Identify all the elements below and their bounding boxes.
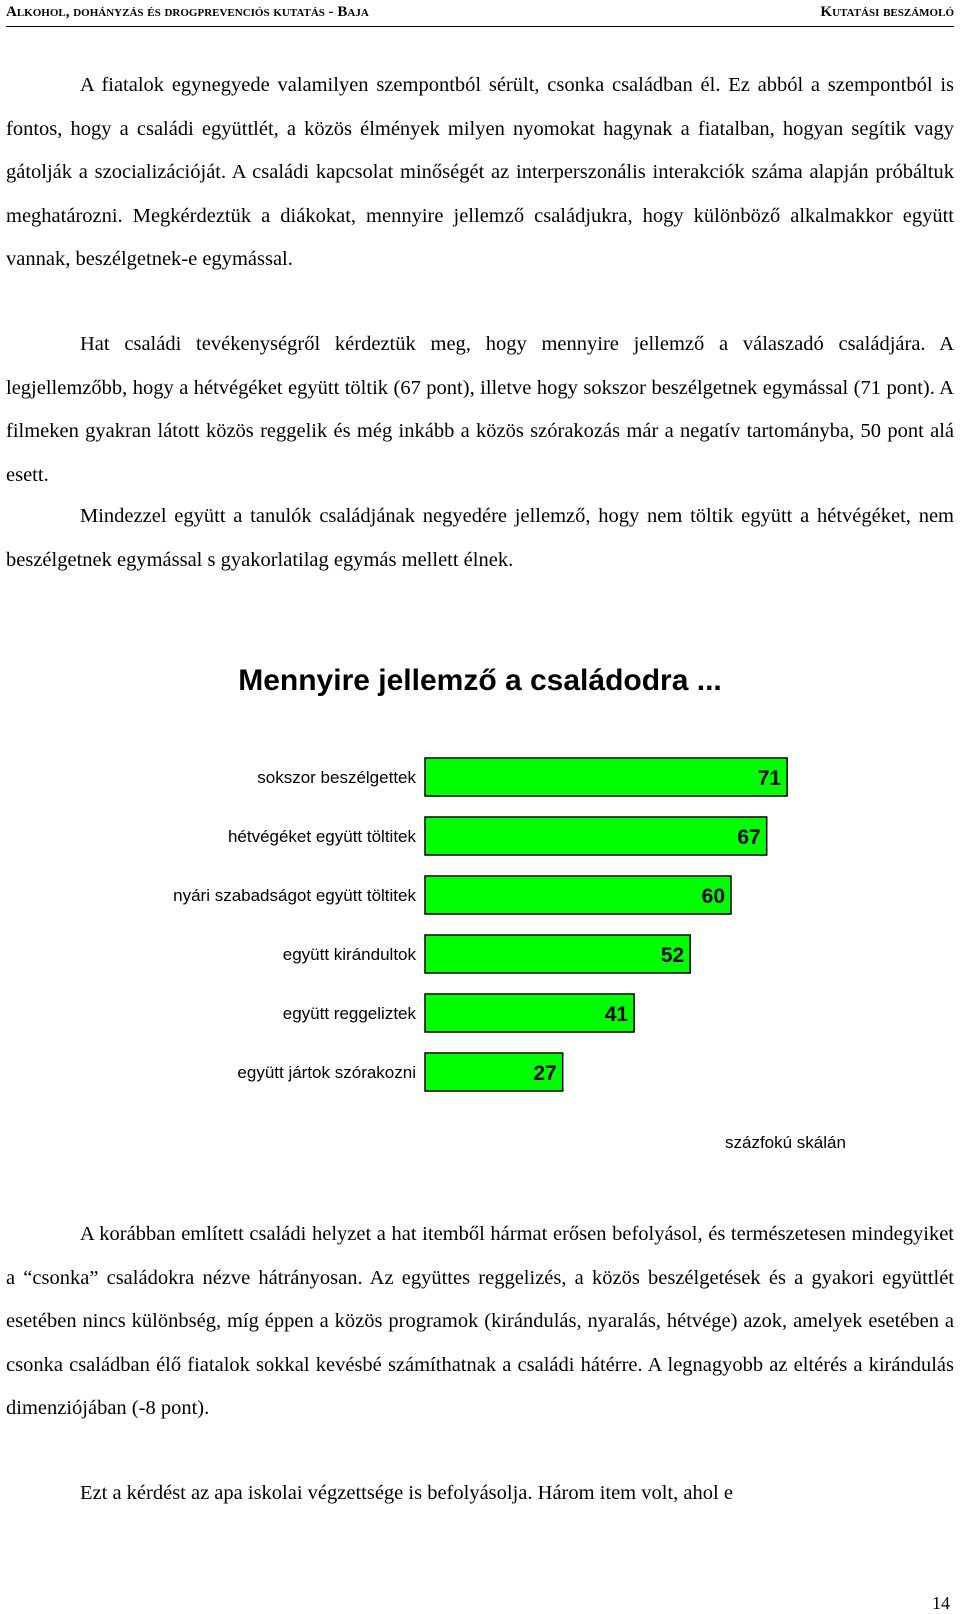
bar-value-label: 60 <box>701 885 725 908</box>
bar-category-label: együtt kirándultok <box>282 945 416 964</box>
paragraph-5: Ezt a kérdést az apa iskolai végzettsége is befolyásolja. Három item volt, ahol e <box>80 1482 733 1504</box>
bar <box>425 935 690 973</box>
bar-value-label: 52 <box>660 944 685 967</box>
bar <box>425 758 787 796</box>
bar-chart <box>0 740 960 1130</box>
bar-category-label: sokszor beszélgettek <box>257 768 416 787</box>
bar <box>425 994 634 1032</box>
chart-title: Mennyire jellemző a családodra ... <box>238 664 722 697</box>
bar-value-label: 41 <box>604 1003 629 1026</box>
header-report-label: Kutatási beszámoló <box>820 4 954 20</box>
paragraph-4: A korábban említett családi helyzet a hat itemből hármat erősen befolyásol, és természetesen mindegyiket a “csonka” családokra nézve hátrányosan. Az együttes reggelizés, a közös beszélgetések és a gyakori együttlét esetében nincs különbség, míg éppen a közös programok (kirándulás, nyaralás, hétvége) azok, amelyek esetében a csonka családban élő fiatalok sokkal kevésbé számíthatnak a családi hátérre. A legnagyobb az eltérés a kirándulás dimenziójában (-8 pont). <box>6 1223 954 1420</box>
bar-value-label: 27 <box>533 1062 557 1085</box>
paragraph-1: A fiatalok egynegyede valamilyen szempontból sérült, csonka családban él. Ez abból a szempontból is fontos, hogy a családi együttlét, a közös élmények milyen nyomokat hagynak a fiatalban, hogyan segítik vagy gátolják a szocializációját. A családi kapcsolat minőségét az interperszonális interakciók száma alapján próbáltuk meghatározni. Megkérdeztük a diákokat, mennyire jellemző családjukra, hogy különböző alkalmakkor együtt vannak, beszélgetnek-e egymással. <box>6 74 954 271</box>
bar-value-label: 67 <box>737 826 761 849</box>
bar-category-label: együtt jártok szórakozni <box>237 1063 416 1082</box>
bar-category-label: hétvégéket együtt töltitek <box>227 827 416 846</box>
chart-footnote: százfokú skálán <box>725 1133 846 1152</box>
paragraph-3: Mindezzel együtt a tanulók családjának negyedére jellemző, hogy nem töltik együtt a hétvégéket, nem beszélgetnek egymással s gyakorlatilag egymás mellett élnek. <box>6 505 954 571</box>
bar-category-label: nyári szabadságot együtt töltitek <box>173 886 416 905</box>
header-title: Alkohol, dohányzás és drogprevenciós kutatás - Baja <box>6 4 369 20</box>
bar-category-label: együtt reggeliztek <box>282 1004 416 1023</box>
page-number: 14 <box>932 1593 950 1613</box>
bar <box>425 876 731 914</box>
page-header <box>6 4 954 27</box>
paragraph-2: Hat családi tevékenységről kérdeztük meg, hogy mennyire jellemző a válaszadó családjára. A legjellemzőbb, hogy a hétvégéket együtt töltik (67 pont), illetve hogy sokszor beszélgetnek egymással (71 pont). A filmeken gyakran látott közös reggelik és még inkább a közös szórakozás már a negatív tartományba, 50 pont alá esett. <box>6 333 954 486</box>
bar-value-label: 71 <box>757 767 782 790</box>
bar <box>425 817 767 855</box>
